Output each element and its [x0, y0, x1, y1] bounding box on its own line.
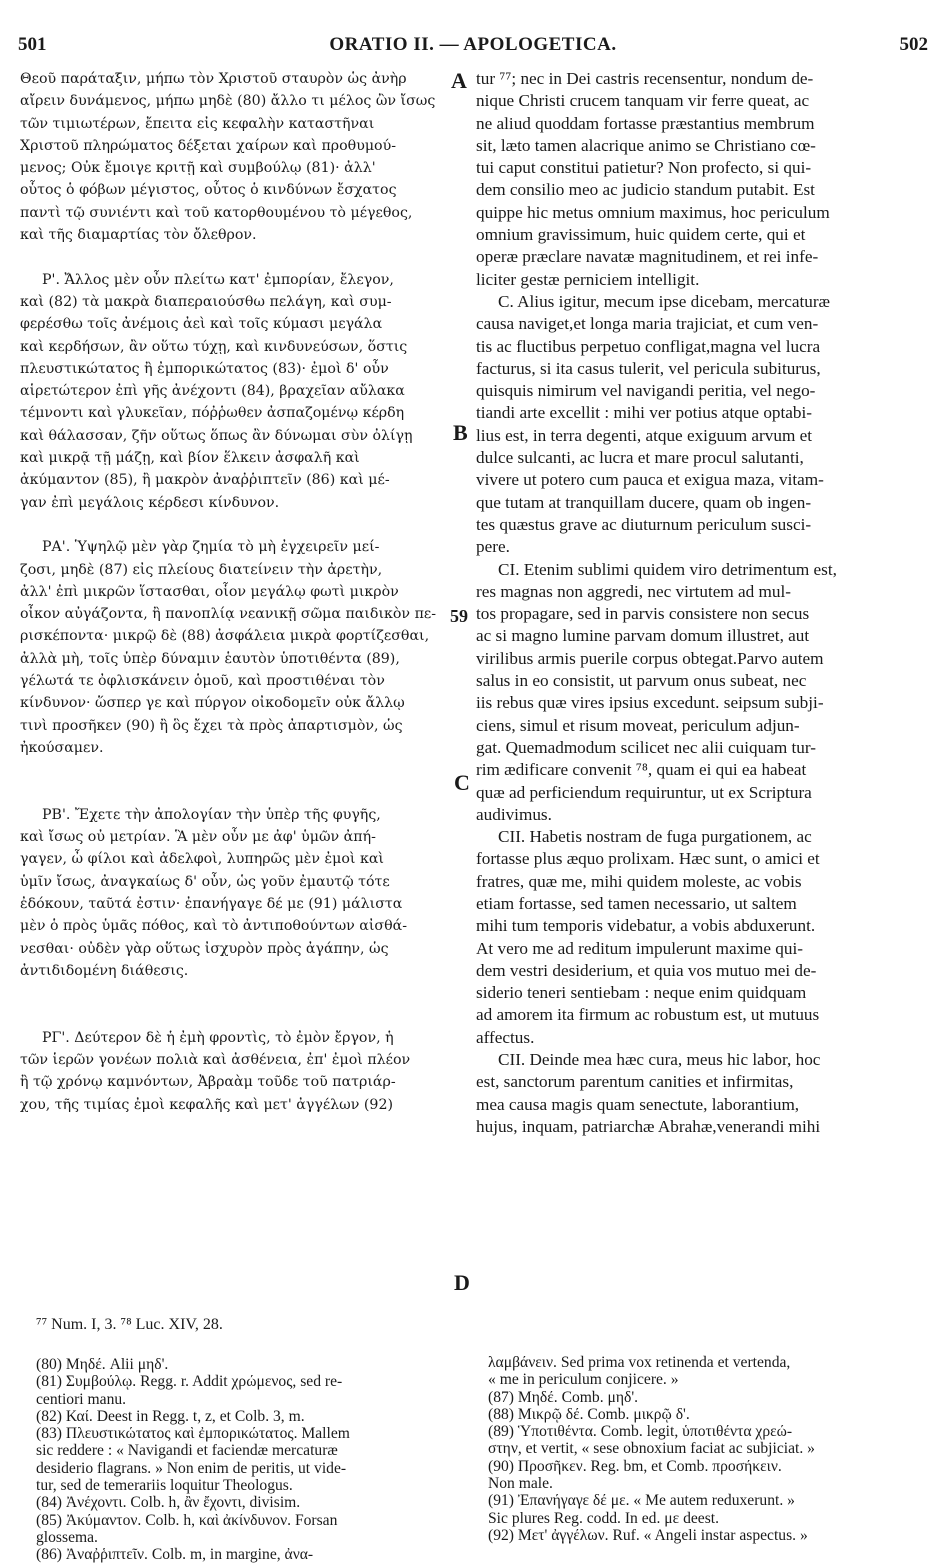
greek-line: μενος; Οὐκ ἔμοιγε κριτῇ καὶ συμβούλῳ (81)· ἀλλ' [20, 160, 376, 177]
latin-line: mihi tum temporis videbatur, a vobis abduxerunt. [476, 916, 816, 936]
latin-line: tui caput constitui patietur? Non profecto, si qui- [476, 158, 812, 178]
latin-line: audivimus. [476, 804, 552, 824]
footnote-line: (87) Μηδέ. Comb. μηδ'. [488, 1388, 639, 1406]
footnote-line: Non male. [488, 1475, 553, 1493]
greek-line [20, 514, 450, 536]
page-number-right: 502 [899, 34, 928, 55]
greek-text-column [20, 68, 450, 1116]
margin-mark-c: C [454, 770, 470, 795]
greek-line: ΡΓ'. Δεύτερον δὲ ἡ ἐμὴ φροντὶς, τὸ ἐμὸν ἔργον, ἡ [42, 1029, 394, 1046]
greek-line: Θεοῦ παράταξιν, μήπω τὸν Χριστοῦ σταυρὸν ὡς ἀνὴρ [20, 71, 407, 87]
greek-line: καὶ τῆς διαμαρτίας τὸν ὄλεθρον. [20, 227, 257, 244]
latin-line: que tutam at tranquillam ducere, quam ob ingen- [476, 492, 812, 512]
footnote-line: (88) Μικρῷ δέ. Comb. μικρῷ δ'. [488, 1405, 690, 1423]
greek-line: καὶ ἴσως οὐ μετρίαν. Ἃ μὲν οὖν με ἀφ' ὑμῶν ἀπή- [20, 829, 376, 846]
latin-line: facturus, si ita casus tulerit, vel pericula subiturus, [476, 358, 821, 378]
greek-line [20, 1004, 450, 1026]
latin-line: lius est, in terra degenti, atque exiguum arvum et [476, 425, 813, 445]
greek-line [20, 246, 450, 268]
latin-line: nique Christi crucem tanquam vir ferre queat, ac [476, 91, 810, 111]
margin-mark-a: A [451, 68, 467, 93]
greek-line: ΡΒ'. Ἔχετε τὴν ἀπολογίαν τὴν ὑπὲρ τῆς φυγῆς, [42, 806, 381, 823]
footnote-line: Sic plures Reg. codd. In ed. με deest. [488, 1509, 720, 1527]
latin-line: etiam fortasse, sed tamen necessario, ut saltem [476, 893, 797, 913]
greek-line: ἀλλ' ἐπὶ μικρῶν ἵστασθαι, οἷον μεγάλῳ φωτὶ μικρὸν [20, 583, 399, 600]
greek-line: τινὶ προσῆκεν (90) ἢ ὃς ἔχει τὰ πρὸς ἀπαρτισμὸν, ὡς [20, 717, 403, 734]
latin-line: sit, læto tamen alacrique animo se Christiano cœ- [476, 135, 816, 155]
greek-line: ἀκύμαντον (85), ἢ μακρὸν ἀναῤῥιπτεῖν (86) καὶ μέ- [20, 472, 390, 489]
footnote-line: tur, sed de temerariis loquitur Theologus. [36, 1477, 293, 1495]
greek-line: χου, τῆς τιμίας ἐμοὶ κεφαλῆς καὶ μετ' ἀγγέλων (92) [20, 1096, 394, 1113]
footnote-line: (91) Ἐπανήγαγε δέ με. « Me autem reduxerunt. » [488, 1492, 795, 1510]
greek-line: αἴρειν δυνάμενος, μήπω μηδὲ (80) ἄλλο τι μέλος ὢν ἴσως [20, 93, 436, 110]
latin-text-column [476, 68, 921, 1138]
latin-line: CI. Etenim sublimi quidem viro detrimentum est, [498, 559, 837, 579]
footnote-line: (80) Μηδέ. Alii μηδ'. [36, 1356, 169, 1373]
greek-line: τῶν τιμιωτέρων, ἔπειτα εἰς κεφαλὴν καταστῆναι [20, 115, 375, 132]
latin-line: tis ac fluctibus perpetuo confligat,magna vel lucra [476, 336, 821, 356]
footnote-line: « me in periculum conjicere. » [488, 1371, 679, 1389]
greek-line: γέλωτά τε ὀφλισκάνειν ὁμοῦ, καὶ προστιθέναι τὸν [20, 673, 385, 690]
greek-line: ρισκέποντα· μικρῷ δὲ (88) ἀσφάλεια μικρὰ φορτίζεσθαι, [20, 628, 430, 645]
latin-line: affectus. [476, 1027, 535, 1047]
margin-mark-b: B [453, 420, 468, 445]
greek-line: ὑμῖν ἴσως, ἀναγκαίως δ' οὖν, ὡς γοῦν ἐμαυτῷ τότε [20, 873, 390, 890]
greek-line: αἱρετώτερον ἐπὶ γῆς ἀνέχοντι (84), βραχεῖαν αὔλακα [20, 383, 405, 400]
greek-line: πλευστικώτατος ἢ ἐμπορικώτατος (83)· ἐμοὶ δ' οὖν [20, 360, 389, 377]
latin-line: CII. Deinde mea hæc cura, meus hic labor, hoc [498, 1050, 821, 1070]
column-number-marker: 59 [450, 606, 468, 626]
latin-line: quippe hic metus omnium maximus, hoc periculum [476, 202, 830, 222]
latin-line: tiandi arte excellit : mihi ver potius atque optabi- [476, 403, 813, 423]
latin-line: siderio teneri sentiebam : neque enim quidquam [476, 983, 807, 1003]
footnote-line: (90) Προσῆκεν. Reg. bm, et Comb. προσήκειν. [488, 1457, 782, 1475]
footnote-line: sic reddere : « Navigandi et faciendæ mercaturæ [36, 1442, 338, 1460]
greek-line: ἠκούσαμεν. [20, 739, 104, 756]
margin-mark-d: D [454, 1270, 470, 1295]
greek-line: καὶ (82) τὰ μακρὰ διαπεραιούσθω πελάγη, καὶ συμ- [20, 293, 392, 310]
latin-line: hujus, inquam, patriarchæ Abrahæ,venerandi mihi [476, 1116, 821, 1136]
footnote-line: λαμβάνειν. Sed prima vox retinenda et vertenda, [488, 1354, 791, 1371]
latin-line: causa naviget,et longa maria trajiciat, et cum ven- [476, 314, 819, 334]
footnote-line: (83) Πλευστικώτατος καὶ ἐμπορικώτατος. Mallem [36, 1425, 350, 1443]
greek-line: τῶν ἱερῶν γονέων πολιὰ καὶ ἀσθένεια, ἐπ' ἐμοὶ πλέον [20, 1052, 411, 1069]
footnote-line: (89) Ὑποτιθέντα. Comb. legit, ὑποτιθέντα χρεώ- [488, 1423, 793, 1441]
footnote-line: (86) Ἀναῤῥιπτεῖν. Colb. m, in margine, ἀνα- [36, 1546, 314, 1564]
greek-line: κίνδυνον· ὥσπερ γε καὶ πύργον οἰκοδομεῖν οὐκ ἄλλῳ [20, 695, 405, 712]
greek-line: Ρ'. Ἄλλος μὲν οὖν πλείτω κατ' ἐμπορίαν, ἔλεγον, [42, 271, 394, 288]
latin-line: liciter gestæ perniciem intelligit. [476, 269, 700, 289]
latin-line: tur ⁷⁷; nec in Dei castris recensentur, nondum de- [476, 69, 814, 88]
footnotes-right [488, 1354, 928, 1544]
latin-line: virilibus armis puerile corpus obtegat.Parvo autem [476, 648, 824, 668]
latin-line: quæ ad perficiendum requiruntur, ut ex Scriptura [476, 782, 812, 802]
latin-line: dulce sulcanti, ac lucra et mare procul salutanti, [476, 448, 804, 468]
latin-line: dem vestri desiderium, et quia vos mutuo mei de- [476, 960, 817, 980]
greek-line: ἀλλὰ μὴ, τοῖς ὑπὲρ δύναμιν ἑαυτὸν ὑποτιθέντα (89), [20, 650, 400, 667]
footnote-line: στην, et vertit, « sese obnoxium faciat ac subjiciat. » [488, 1440, 815, 1458]
latin-line: mea causa magis quam senectute, laborantium, [476, 1094, 800, 1114]
latin-line: operæ præclare navatæ magnitudinem, et rei infe- [476, 247, 819, 267]
latin-line: ciens, simul et risum moveat, periculum adjun- [476, 715, 800, 735]
greek-line: ἐδόκουν, ταῦτά ἐστιν· ἐπανήγαγε δέ με (91) μάλιστα [20, 895, 403, 912]
footnote-line: desiderio flagrans. » Non enim de peritis, ut vide- [36, 1459, 347, 1477]
page-header [18, 34, 928, 64]
latin-line: At vero me ad reditum impulerunt maxime qui- [476, 938, 803, 958]
latin-line: C. Alius igitur, mecum ipse dicebam, mercaturæ [498, 291, 831, 311]
latin-line: vivere ut potero cum pauca et exigua maza, vitam- [476, 470, 824, 490]
footnote-line: (81) Συμβούλῳ. Regg. r. Addit χρώμενος, sed re- [36, 1373, 343, 1391]
latin-line: ad amorem ita firmum ac robustum est, ut mutuus [476, 1005, 820, 1025]
latin-line: omnium gravissimum, huic quidem certe, qui et [476, 225, 806, 245]
greek-line: γαν ἐπὶ μεγάλοις κέρδεσι κίνδυνον. [20, 494, 280, 511]
latin-line: ac si magno lumine parvam domum illustret, aut [476, 626, 810, 646]
latin-line: est, sanctorum parentum canities et infirmitas, [476, 1072, 794, 1092]
greek-line: τέμνοντι καὶ γλυκεῖαν, πόῤῥωθεν ἀσπαζομένῳ κέρδη [20, 405, 405, 422]
page-number-left: 501 [18, 34, 47, 55]
greek-line: καὶ μικρᾷ τῇ μάζῃ, καὶ βίον ἕλκειν ἀσφαλῆ καὶ [20, 450, 360, 467]
greek-line: γαγεν, ὦ φίλοι καὶ ἀδελφοὶ, λυπηρῶς μὲν ἐμοὶ καὶ [20, 851, 384, 868]
greek-line: Χριστοῦ πληρώματος δέξεται χαίρων καὶ προθυμού- [20, 137, 397, 154]
greek-line: φερέσθω τοῖς ἀνέμοις ἀεὶ καὶ τοῖς κύμασι μεγάλα [20, 316, 383, 333]
greek-line: ἢ τῷ χρόνῳ καμνόντων, Ἀβραὰμ τοῦδε τοῦ πατριάρ- [20, 1074, 396, 1091]
greek-line: ἀντιδιδομένη διάθεσις. [20, 962, 189, 979]
footnote-line: (85) Ἀκύμαντον. Colb. h, καὶ ἀκίνδυνον. Forsan [36, 1511, 338, 1529]
greek-line: ΡΑ'. Ὑψηλῷ μὲν γὰρ ζημία τὸ μὴ ἐγχειρεῖν μεί- [42, 539, 380, 556]
biblical-references: ⁷⁷ Num. I, 3. ⁷⁸ Luc. XIV, 28. [36, 1316, 223, 1333]
greek-line: οἶκον αὐγάζοντα, ἢ πανοπλίᾳ νεανικῇ σῶμα παιδικὸν πε- [20, 606, 437, 623]
latin-line: rim ædificare convenit ⁷⁸, quam ei qui ea habeat [476, 760, 807, 780]
latin-line: pere. [476, 537, 510, 557]
latin-line: fratres, quæ me, mihi quidem moleste, ac vobis [476, 871, 802, 891]
latin-line: fortasse plus æquo prolixam. Hæc sunt, o amici et [476, 849, 820, 869]
footnote-line: glossema. [36, 1528, 98, 1546]
greek-line: μὲν ὁ πρὸς ὑμᾶς πόθος, καὶ τὸ ἀντιποθούντων αἰσθά- [20, 918, 408, 935]
greek-line: καὶ κερδήσων, ἂν οὕτω τύχῃ, καὶ κινδυνεύσων, ὅστις [20, 338, 408, 355]
greek-line [20, 782, 450, 804]
latin-line: tos propagare, sed in parvis consistere non secus [476, 604, 810, 624]
running-title: ORATIO II. — APOLOGETICA. [329, 34, 617, 55]
footnote-line: (92) Μετ' ἀγγέλων. Ruf. « Angeli instar aspectus. » [488, 1526, 808, 1544]
greek-line [20, 759, 450, 781]
greek-line: καὶ θάλασσαν, ζῆν οὕτως ὅπως ἂν δύνωμαι σὺν ὀλίγῃ [20, 427, 413, 444]
greek-line: παντὶ τῷ συνιέντι καὶ τοῦ κατορθουμένου τὸ μέγεθος, [20, 204, 413, 221]
greek-line: οὗτος ὁ φόβων μέγιστος, οὗτος ὁ κινδύνων ἔσχατος [20, 182, 397, 199]
footnote-line: (84) Ἀνέχοντι. Colb. h, ἂν ἔχοντι, divisim. [36, 1494, 301, 1512]
footnote-line: (82) Καί. Deest in Regg. t, z, et Colb. 3, m. [36, 1407, 305, 1425]
latin-line: iis rebus quæ vires ipsius excedunt. seipsum subji- [476, 693, 824, 713]
greek-line: νεσθαι· οὐδὲν γὰρ οὕτως ἰσχυρὸν πρὸς ἀγάπην, ὡς [20, 940, 389, 957]
latin-line: dem consilio meo ac judicio standum putabit. Est [476, 180, 815, 200]
latin-line: res magnas non aggredi, nec virtutem ad mul- [476, 581, 792, 601]
latin-line: tes quæstus grave ac diuturnum periculum susci- [476, 514, 812, 534]
greek-line [20, 982, 450, 1004]
latin-line: CII. Habetis nostram de fuga purgationem, ac [498, 827, 812, 847]
latin-line: quisquis nimirum vel navigandi peritia, vel nego- [476, 381, 816, 401]
footnotes-left [36, 1356, 451, 1564]
latin-line: ne aliud quoddam fortasse præstantius membrum [476, 113, 815, 133]
latin-line: gat. Quemadmodum scilicet nec alii cuiquam tur- [476, 737, 816, 757]
footnote-line: centiori manu. [36, 1390, 127, 1408]
latin-line: salus in eo consistit, ut parvum onus subeat, nec [476, 671, 807, 691]
greek-line: ζοσι, μηδὲ (87) εἰς πλείους διατείνειν τὴν ἀρετὴν, [20, 561, 383, 578]
